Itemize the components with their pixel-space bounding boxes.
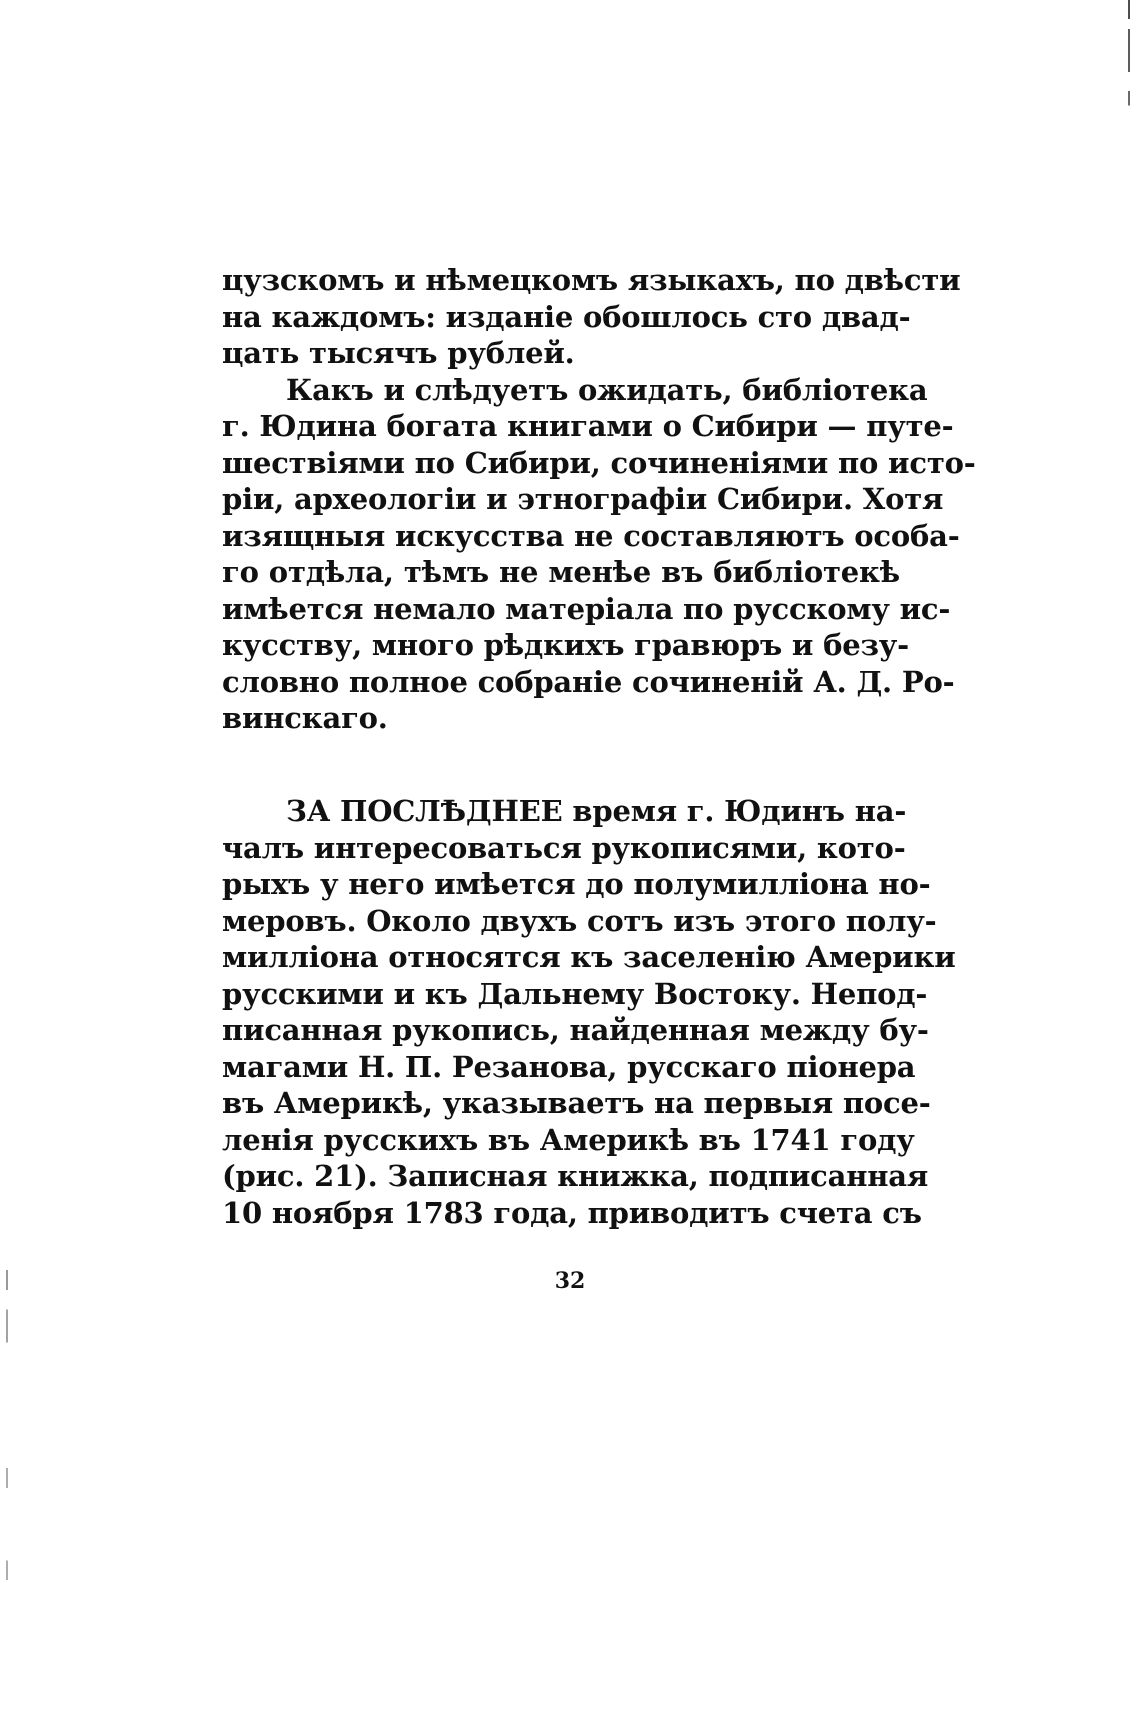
text-line: на каждомъ: изданіе обошлось сто двад-	[222, 299, 911, 334]
text-line: 10 ноября 1783 года, приводитъ счета съ	[222, 1195, 922, 1230]
text-line: меровъ. Около двухъ сотъ изъ этого полу-	[222, 903, 937, 938]
text-line: чалъ интересоваться рукописями, кото-	[222, 830, 906, 865]
text-line: ленія русскихъ въ Америкѣ въ 1741 году	[222, 1122, 915, 1157]
text-line: винскаго.	[222, 701, 388, 735]
text-line: цузскомъ и нѣмецкомъ языкахъ, по двѣсти	[222, 263, 961, 297]
text-line: имѣется немало матеріала по русскому ис-	[222, 591, 951, 626]
text-line: писанная рукопись, найденная между бу-	[222, 1013, 929, 1047]
text-line: (рис. 21). Записная книжка, подписанная	[222, 1159, 929, 1193]
text-line: въ Америкѣ, указываетъ на первыя посе-	[222, 1086, 931, 1120]
text-line: магами Н. П. Резанова, русскаго піонера	[222, 1049, 916, 1084]
paragraph-library-collection	[222, 372, 976, 737]
text-line: Какъ и слѣдуетъ ожидать, библіотека	[286, 372, 928, 407]
paragraph-manuscripts	[222, 793, 956, 1231]
scan-edge-mark	[6, 1270, 8, 1600]
text-line: ріи, археологіи и этнографіи Сибири. Хотя	[222, 482, 944, 516]
text-line: изящныя искусства не составляютъ особа-	[222, 518, 960, 553]
text-line: милліона относятся къ заселенію Америки	[222, 940, 956, 974]
text-line: цать тысячъ рублей.	[222, 336, 575, 370]
text-line: словно полное собраніе сочиненій А. Д. Ро-	[222, 664, 955, 699]
text-line: рыхъ у него имѣется до полумилліона но-	[222, 867, 931, 901]
page-number: 32	[554, 1268, 586, 1294]
text-line: ЗА ПОСЛѢДНЕЕ время г. Юдинъ на-	[286, 794, 907, 828]
text-line: г. Юдина богата книгами о Сибири — путе-	[222, 409, 954, 443]
text-line: кусству, много рѣдкихъ гравюръ и безу-	[222, 628, 909, 662]
text-line: го отдѣла, тѣмъ не менѣе въ библіотекѣ	[222, 555, 900, 589]
text-column-top	[222, 262, 976, 737]
paragraph-continued	[222, 262, 961, 372]
text-line: русскими и къ Дальнему Востоку. Непод-	[222, 976, 928, 1011]
text-column-bottom	[222, 793, 956, 1231]
text-line: шествіями по Сибири, сочиненіями по исто-	[222, 445, 976, 480]
scan-edge-mark	[1128, 0, 1130, 240]
